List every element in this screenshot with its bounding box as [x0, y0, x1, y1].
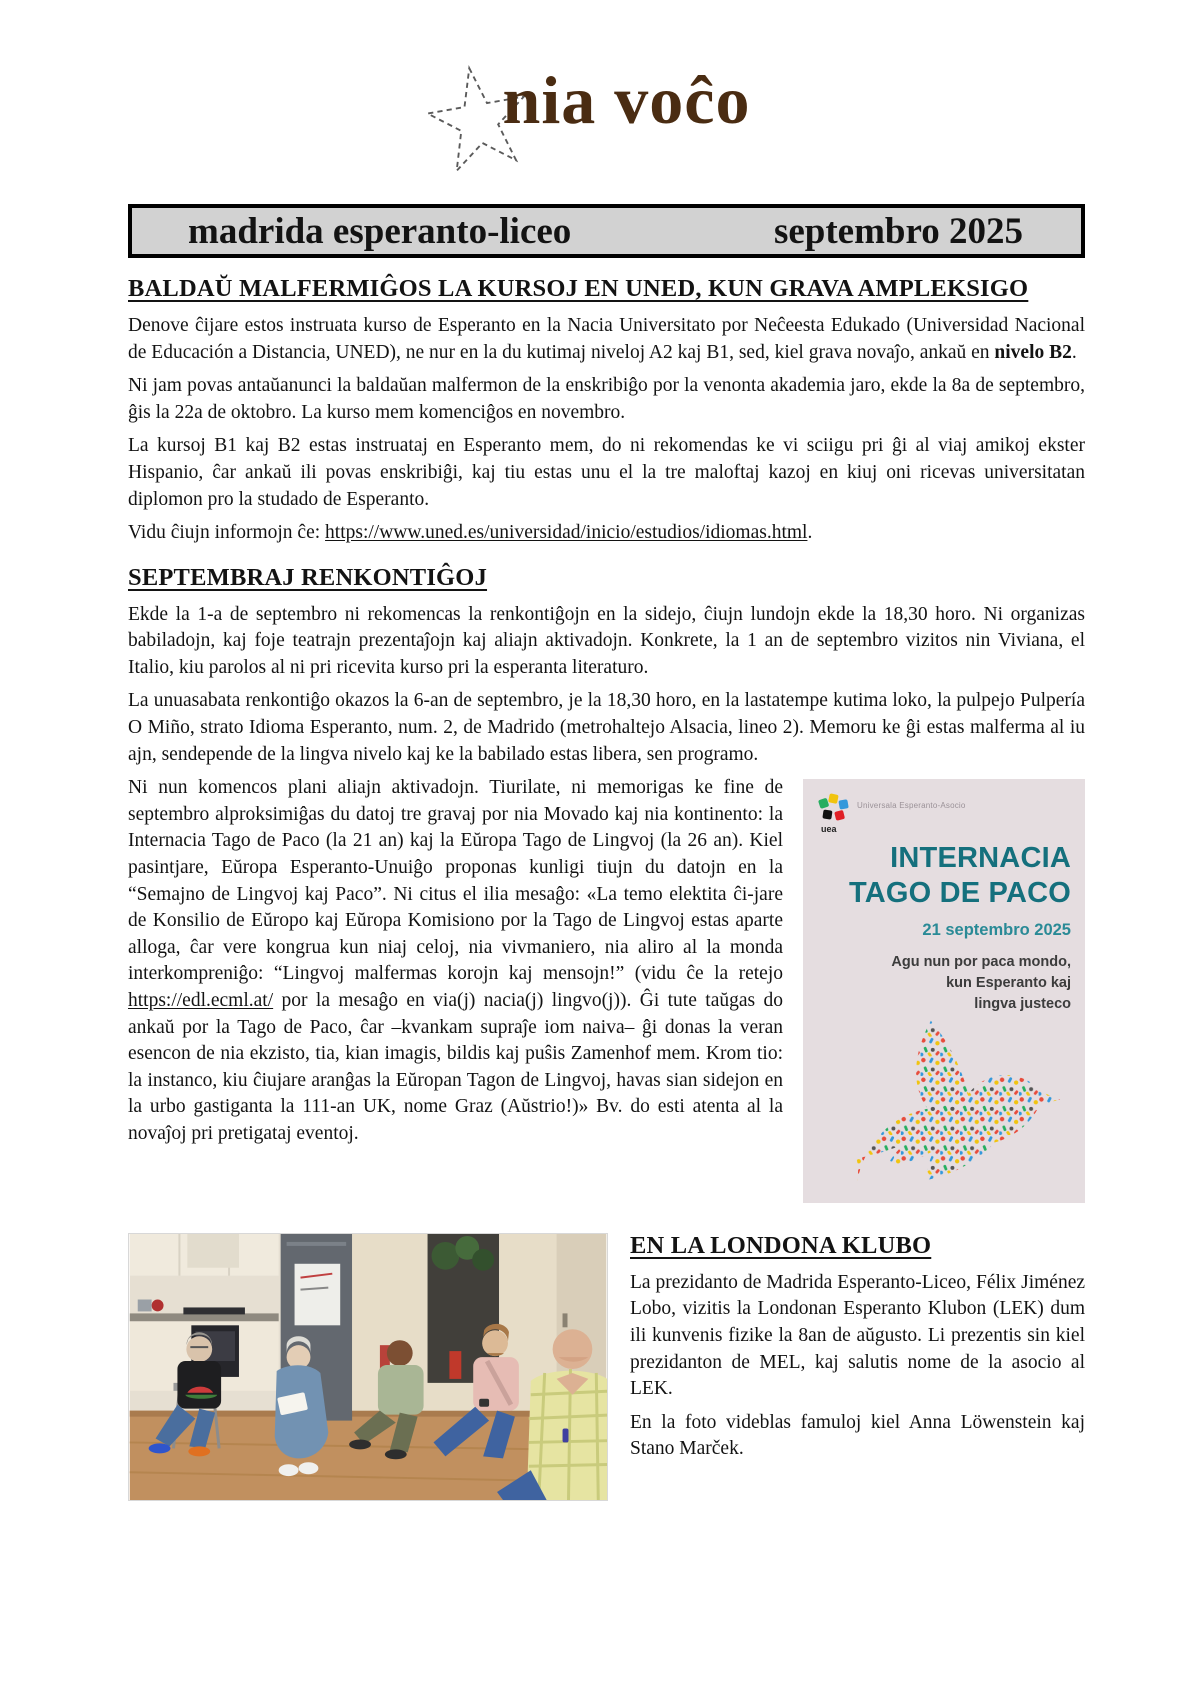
poster-title	[817, 841, 1071, 911]
article-uned-heading: BALDAŬ MALFERMIĜOS LA KURSOJ EN UNED, KUN GRAVA AMPLEKSIGO	[128, 275, 1029, 302]
peace-day-poster	[803, 779, 1085, 1203]
poster-title-line1: INTERNACIA	[890, 842, 1071, 875]
paragraph: La unuasabata renkontiĝo okazos la 6-an de septembro, je la 18,30 horo, en la lastatempe kutima loko, la pulpejo Pulpería O Miño, strato Idioma Esperanto, num. 2, de Madrido (metrohaltejo Alsacia, lineo 2). Memoru ke ĝi estas malferma al iu ajn, sendepende de la lingva nivelo kaj ke la babilado estas libera, sen programo.	[128, 690, 1085, 765]
poster-title-line2: TAGO DE PACO	[848, 876, 1071, 909]
poster-slogan	[817, 952, 1071, 1015]
article-renkontigoj	[128, 565, 1085, 1209]
poster-date: 21 septembro 2025	[922, 920, 1071, 939]
paragraph: La kursoj B1 kaj B2 estas instruataj en Esperanto mem, do ni rekomendas ke vi sciigu pri ĝi al viaj amikoj ekster Hispanio, ĉar ankaŭ ili povas enskribiĝi, kaj tiu estas unu el la tre maloftaj kazoj en kiuj oni ricevas universitatan diplomon pro la studado de Esperanto.	[128, 435, 1085, 510]
link-prefix: Vidu ĉiujn informojn ĉe:	[128, 522, 326, 544]
uea-logo-icon	[817, 793, 851, 835]
poster-slogan-line: Agu nun por paca mondo,	[891, 953, 1071, 970]
masthead	[110, 60, 1067, 192]
paragraph: La prezidanto de Madrida Esperanto-Liceo, Félix Jiménez Lobo, vizitis la Londonan Esperanto Klubon (LEK) dum ili kunvenis fizike la 8an de aŭgusto. Li prezentis sin kiel prezidanton de MEL, kaj salutis nome de la asocio al LEK.	[630, 1271, 1085, 1400]
paragraph-text: Ni nun komencos plani aliajn aktivadojn. Tiurilate, ni memorigas ke fine de septembro alproksimiĝas du datoj tre gravaj por nia Movado kaj nia kontinento: la Internacia Tago de Paco (la 21 an) kaj la Eŭropa Tago de Lingvoj (la 26 an). Kiel pasintjare, Eŭropa Esperanto-Unuiĝo proponas kunligi tiujn du datojn en la “Semajno de Lingvoj kaj Paco”. Ni citus el ilia mesaĝo: «La temo elektita ĉi-jare de Konsilio de Eŭropo kaj Eŭropa Komisiono por la Tago de Lingvoj estas aparte alloga, ĉar vere kongrua kun niaj celoj, nia vivmaniero, nia aliro al la monda interkompreniĝo: “Lingvoj malfermas korojn kaj mensojn!” (vidu ĉe la retejo	[128, 777, 783, 985]
poster-slogan-line: kun Esperanto kaj	[946, 974, 1071, 991]
paragraph-text: Denove ĉijare estos instruata kurso de Esperanto en la Nacia Universitato por Neĉeesta Edukado (Universidad Nacional de Educación a Distancia, UNED), ne nur en la du kutimaj niveloj A2 kaj B1, sed, kiel grava novaĵo, ankaŭ en	[128, 314, 1085, 363]
paragraph: Ekde la 1-a de septembro ni rekomencas la renkontiĝojn en la sidejo, ĉiujn lundojn ekde la 18,30 horo. Ni organizas babiladojn, kaj foje teatrajn prezentaĵojn kaj aliajn aktivadojn. Konkrete, la 1 an de septembro vizitos nin Viviana, el Italio, kiu parolos al ni pri ricevita kurso pri la esperanta literaturo.	[128, 603, 1085, 678]
poster-slogan-line: lingva justeco	[974, 995, 1071, 1012]
bold-text: nivelo B2	[994, 341, 1072, 363]
svg-text:uea: uea	[821, 824, 837, 835]
article-renkontigoj-heading: SEPTEMBRAJ RENKONTIĜOJ	[128, 563, 488, 591]
paragraph	[128, 313, 1085, 366]
edl-link[interactable]: https://edl.ecml.at/	[128, 989, 274, 1011]
peace-dove-illustration	[818, 1017, 1070, 1195]
club-photo-illustration	[129, 1234, 607, 1500]
uned-link[interactable]: https://www.uned.es/universidad/inicio/estudios/idiomas.html	[325, 522, 808, 544]
paragraph: Ni jam povas antaŭanunci la baldaŭan malfermon de la enskribiĝo por la venonta akademia jaro, ekde la 8a de septembro, ĝis la 22a de oktobro. La kurso mem komenciĝos en novembro.	[128, 375, 1085, 423]
article-uned	[128, 276, 1085, 547]
article-londono	[630, 1233, 1085, 1501]
issue-date: septembro 2025	[773, 210, 1023, 252]
article-londono-heading: EN LA LONDONA KLUBO	[630, 1231, 932, 1259]
organization-name: madrida esperanto-liceo	[188, 210, 572, 252]
link-suffix: .	[807, 522, 813, 544]
club-photo	[128, 1233, 608, 1501]
paragraph: En la foto videblas famuloj kiel Anna Löwenstein kaj Stano Marček.	[630, 1411, 1085, 1460]
paragraph-text: por la mesaĝo en via(j) nacia(j) lingvo(j)). Ĝi tute taŭgas do ankaŭ por la Tago de Paco, ĉar –kvankam supraĵe iom naiva– ĝi donas la veran esencon de nia ekzisto, tia, kian imagis, bildis kaj puŝis Zamenhof mem. Krom tio: la instanco, kiu ĉiujare aranĝas la Eŭropan Tagon de Lingvoj, havas sian sidejon en la urbo gastiganta la 111-an UK, nome Graz (Aŭstrio!)» Bv. do esti atenta al la novaĵoj pri pretigataj eventoj.	[128, 989, 783, 1144]
paragraph-text: .	[1071, 341, 1077, 363]
bottom-section	[128, 1233, 1085, 1501]
poster-header	[817, 793, 1071, 835]
header-bar	[128, 204, 1085, 258]
newsletter-title: nia voĉo	[502, 62, 751, 138]
uea-org-text: Universala Esperanto-Asocio	[857, 801, 966, 811]
paragraph	[128, 520, 1085, 547]
